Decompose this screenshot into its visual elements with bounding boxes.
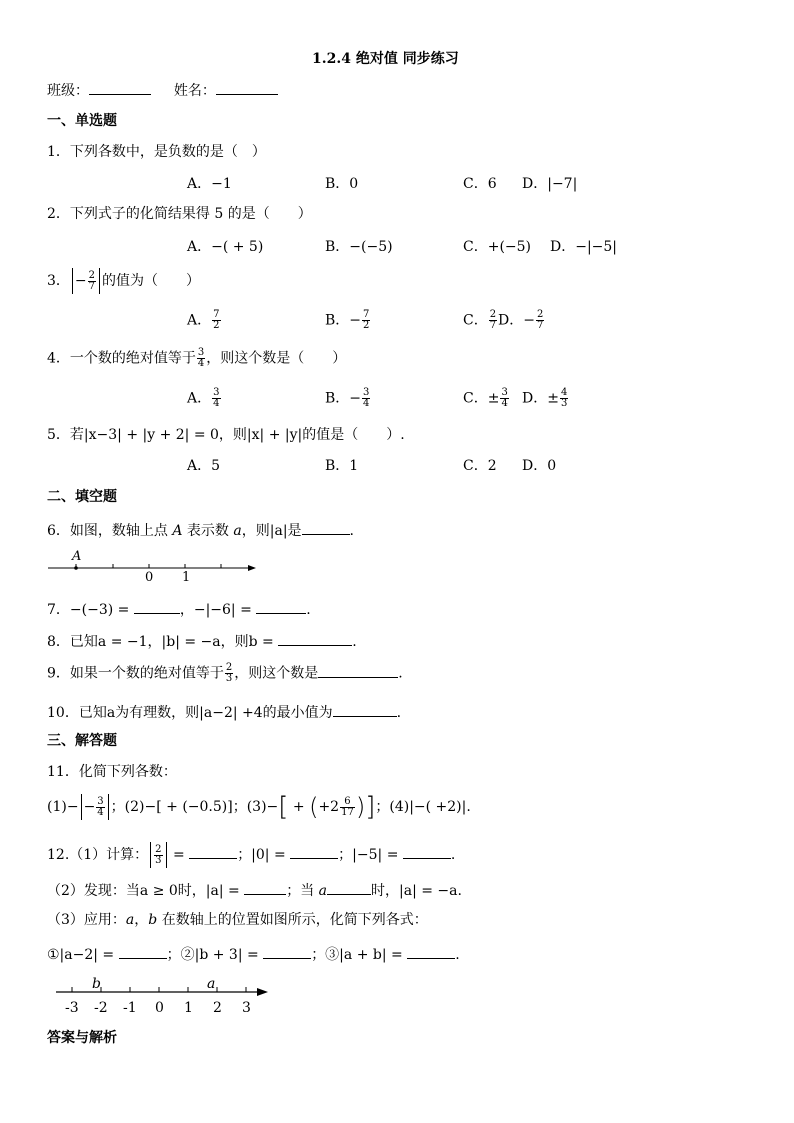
q5-option-c[interactable]: C．2 (463, 458, 497, 474)
q4-option-c[interactable]: C．± $\frac{3}{4}$ (463, 387, 508, 409)
q12-blank-1[interactable] (189, 846, 237, 859)
q2-option-a[interactable]: A．−( + 5) (187, 239, 264, 255)
q12-part2: （2）发现：当a ≥ 0时，|a| = ；当 a 时，|a| = −a. (47, 883, 462, 899)
q3-option-d[interactable]: D．− $\frac{2}{7}$ (498, 309, 544, 331)
q5-option-b[interactable]: B．1 (325, 458, 359, 474)
name-label: 姓名： (173, 83, 216, 99)
q12-part3-items: ①|a−2| = ；②|b + 3| = ；③|a + b| = . (47, 947, 460, 963)
q3-option-a[interactable]: A． $\frac{7}{2}$ (187, 309, 220, 331)
tick-label: 0 (155, 1000, 164, 1016)
q12-blank-5[interactable] (327, 882, 371, 895)
q2-option-d[interactable]: D．−|−5| (550, 239, 618, 255)
page-title: 1.2.4 绝对值 同步练习 (312, 51, 459, 67)
point-A (74, 566, 78, 570)
name-blank[interactable] (216, 82, 278, 95)
q12-blank-2[interactable] (290, 846, 338, 859)
q4-option-d[interactable]: D．± $\frac{4}{3}$ (522, 387, 568, 409)
section-answers: 答案与解析 (47, 1030, 117, 1046)
label-b: b (92, 976, 101, 992)
q2-stem: 2．下列式子的化简结果得 5 的是（ ） (47, 206, 312, 222)
q10-stem: 10．已知a为有理数，则|a−2| +4的最小值为 . (47, 705, 402, 721)
q12-number-line (52, 970, 277, 1022)
q11-expressions: (1)− − $\frac{3}{4}$ ；(2)−[ + (−0.5)]；(3)−[ + (+2 $\frac{6}{17}$ )]；(4)|−( +2)|. (47, 792, 471, 822)
section-solve: 三、解答题 (47, 733, 117, 749)
q12-blank-4[interactable] (244, 882, 286, 895)
tick-label: -1 (123, 1000, 137, 1016)
q6-stem: 6．如图，数轴上点 A 表示数 a，则|a|是 . (47, 523, 354, 539)
label-A: A (72, 549, 82, 564)
q3-stem-text: 的值为（ ） (102, 273, 201, 289)
q12-part1: 12.（1）计算： $\frac{2}{3}$ = ；|0| = ；|−5| = . (47, 842, 455, 868)
q6-number-line (44, 548, 264, 584)
label-a: a (207, 976, 216, 992)
q1-option-c[interactable]: C．6 (463, 176, 497, 192)
class-name-row (47, 82, 278, 98)
q1-option-b[interactable]: B．0 (325, 176, 359, 192)
q8-blank[interactable] (278, 633, 352, 646)
q1-option-a[interactable]: A．−1 (187, 176, 232, 192)
q1-option-d[interactable]: D．|−7| (522, 176, 578, 192)
tick-label: 2 (213, 1000, 222, 1016)
section-single-choice: 一、单选题 (47, 113, 117, 129)
class-label: 班级： (47, 83, 89, 99)
q4-stem: 4．一个数的绝对值等于 $\frac{3}{4}$ ，则这个数是（ ） (47, 347, 347, 369)
q1-stem: 1．下列各数中，是负数的是（ ） (47, 144, 266, 160)
q4-option-b[interactable]: B．− $\frac{3}{4}$ (325, 387, 370, 409)
tick-1: 1 (182, 570, 191, 584)
section-fill-blank: 二、填空题 (47, 489, 117, 505)
q6-blank[interactable] (302, 522, 350, 535)
q9-stem: 9．如果一个数的绝对值等于 $\frac{2}{3}$ ，则这个数是 . (47, 662, 403, 684)
tick-label: 3 (242, 1000, 251, 1016)
q10-blank[interactable] (333, 704, 397, 717)
q12-blank-7[interactable] (263, 946, 311, 959)
tick-label: -2 (94, 1000, 108, 1016)
q7-stem: 7．−(−3) = ，−|−6| = . (47, 602, 311, 618)
q9-blank[interactable] (318, 665, 398, 678)
q4-option-a[interactable]: A． $\frac{3}{4}$ (187, 387, 220, 409)
q3-option-c[interactable]: C． $\frac{2}{7}$ (463, 309, 497, 331)
q5-stem: 5．若|x−3| + |y + 2| = 0，则|x| + |y|的值是（ ）. (47, 427, 405, 443)
q7-blank-1[interactable] (134, 601, 180, 614)
q2-option-b[interactable]: B．−(−5) (325, 239, 393, 255)
q5-option-a[interactable]: A．5 (187, 458, 221, 474)
tick-label: 1 (184, 1000, 193, 1016)
tick-label: -3 (65, 1000, 79, 1016)
q3-fraction: $\frac{2}{7}$ (88, 269, 96, 292)
class-blank[interactable] (89, 82, 151, 95)
q3-neg: − (74, 273, 87, 289)
q3-stem (47, 268, 200, 294)
q5-option-d[interactable]: D．0 (522, 458, 557, 474)
q3-number: 3． (47, 273, 70, 289)
q12-blank-8[interactable] (407, 946, 455, 959)
tick-0: 0 (145, 570, 154, 584)
q7-blank-2[interactable] (256, 601, 306, 614)
q12-blank-6[interactable] (119, 946, 167, 959)
q8-stem: 8．已知a = −1，|b| = −a，则b = . (47, 634, 357, 650)
q12-blank-3[interactable] (403, 846, 451, 859)
q3-option-b[interactable]: B．− $\frac{7}{2}$ (325, 309, 370, 331)
q2-option-c[interactable]: C．+(−5) (463, 239, 532, 255)
q12-part3: （3）应用：a，b 在数轴上的位置如图所示，化简下列各式： (47, 912, 428, 928)
q11-stem: 11．化简下列各数： (47, 764, 177, 780)
